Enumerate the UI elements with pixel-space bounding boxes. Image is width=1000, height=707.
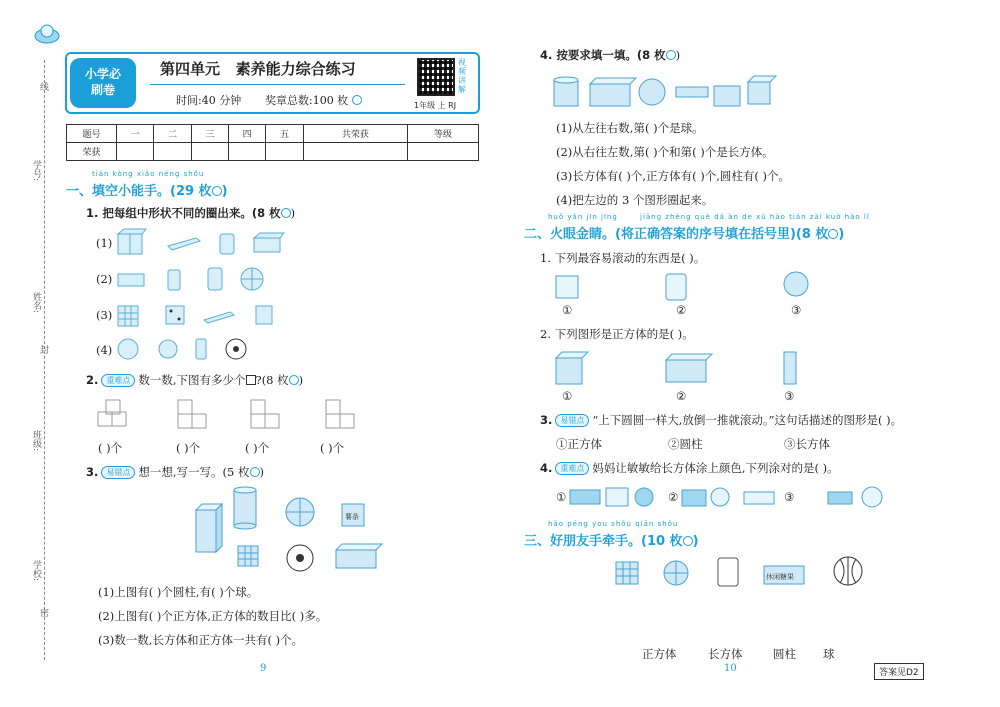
sphere-icon [639, 79, 665, 105]
cube-icon [556, 276, 578, 298]
q1-row3-shapes [116, 300, 286, 330]
q1-label: 1. 把每组中形状不同的圈出来。(8 枚 [86, 206, 281, 220]
medal-icon [289, 375, 299, 385]
sec2-pinyin-a: huǒ yǎn jīn jīng [548, 213, 618, 221]
sec1-pinyin: tián kòng xiǎo néng shǒu [92, 170, 205, 178]
p1-shapes [552, 270, 812, 302]
p4-text [540, 460, 839, 476]
q3-line: (3)数一数,长方体和正方体一共有( )个。 [98, 633, 304, 647]
q2-cube-stacks [96, 396, 366, 432]
q2-badge: 重难点 [101, 374, 135, 387]
p4-shapes [568, 482, 888, 512]
p4-badge: 重难点 [555, 462, 589, 475]
score-header: 共荣获 [303, 125, 407, 143]
medal-info [265, 92, 362, 108]
score-cell[interactable] [266, 143, 303, 161]
p4-num: 4. [540, 461, 553, 475]
q2-text: 2. 重难点 数一数,下图有多少个 ?(8 枚 ) [86, 373, 304, 387]
option-2[interactable]: ② [676, 303, 687, 317]
tall-box-icon [196, 504, 222, 552]
p3-option[interactable]: ③长方体 [784, 437, 830, 451]
q2-blank[interactable]: ( )个 [320, 441, 345, 455]
q2-num: 2. [86, 373, 99, 387]
mascot-icon [34, 22, 60, 44]
ball-icon [118, 339, 138, 359]
shape-name: 长方体 [708, 647, 743, 661]
option-2[interactable]: ② [668, 490, 679, 504]
chip-box-label: 薯条 [345, 513, 359, 521]
sec2-pinyin-b: jiāng zhèng què dá àn de xù hào tián zài kuò hào lǐ [640, 213, 870, 221]
basketball-icon [664, 561, 688, 585]
score-cell[interactable] [408, 143, 479, 161]
cylinder-icon [554, 77, 578, 106]
jar-icon [666, 274, 686, 300]
shape-name: 球 [823, 647, 835, 661]
page-number-right: 10 [724, 663, 737, 674]
score-row [67, 143, 479, 161]
can-icon [220, 234, 234, 254]
p3-option[interactable]: ①正方体 [556, 437, 602, 451]
disc-icon [676, 87, 708, 97]
q3-text: 3. 易错点 想一想,写一写。(5 枚 ) [86, 465, 264, 479]
sec2-title-text: 二、火眼金睛。(将正确答案的序号填在括号里)(8 枚 [524, 227, 829, 242]
cube-icon [748, 76, 776, 104]
title-divider [150, 84, 405, 85]
p2-shapes [552, 350, 812, 386]
score-header: 题号 [67, 125, 117, 143]
option-1[interactable]: ① [556, 490, 567, 504]
q1-row2-shapes [116, 264, 286, 294]
box-icon [590, 78, 636, 106]
rubiks-cube-icon [238, 546, 258, 566]
tall-box-icon [784, 352, 796, 384]
sec3-title-text: 三、好朋友手牵手。(10 枚 [524, 534, 683, 549]
q2-tail: ?(8 枚 [255, 373, 289, 387]
q1-row-label: (1) [96, 236, 113, 250]
shape-name: 正方体 [642, 647, 677, 661]
jar-icon [208, 268, 222, 290]
q2-body: 数一数,下图有多少个 [138, 373, 246, 387]
name-label: 姓名: [31, 292, 41, 314]
score-cell[interactable] [191, 143, 228, 161]
box-icon [714, 86, 740, 106]
p3-text [540, 412, 902, 428]
q3-num: 3. [86, 465, 99, 479]
sec3-shapes [612, 552, 872, 588]
page-title: 第四单元 素养能力综合练习 [160, 60, 356, 78]
rubiks-cube-icon [118, 306, 138, 326]
q3-body: 想一想,写一写。(5 枚 [138, 465, 250, 479]
score-cell[interactable] [228, 143, 265, 161]
ball-icon [784, 272, 808, 296]
shape-name: 圆柱 [773, 647, 796, 661]
q4-shapes [552, 72, 782, 112]
q4-text: 4. 按要求填一填。(8 枚 ) [540, 48, 681, 62]
q3-line: (2)上图有( )个正方体,正方体的数目比( )多。 [98, 609, 328, 623]
q2-blank[interactable]: ( )个 [98, 441, 123, 455]
stick-box-icon [204, 312, 234, 323]
binding-line [44, 60, 45, 660]
score-header: 二 [154, 125, 191, 143]
option-3[interactable]: ③ [784, 490, 795, 504]
sec2-title: 二、火眼金睛。(将正确答案的序号填在括号里)(8 枚 ) [524, 227, 845, 242]
p3-badge: 易错点 [555, 414, 589, 427]
score-cell[interactable] [303, 143, 407, 161]
q1-row-label: (4) [96, 343, 113, 357]
medal-icon [683, 536, 693, 546]
score-row-label: 荣获 [67, 143, 117, 161]
sec1-title: 一、填空小能手。(29 枚 ) [66, 184, 228, 199]
cube-icon [246, 375, 256, 385]
cylinder-icon [196, 339, 206, 359]
q1-row4-shapes [116, 336, 286, 364]
binding-line-label: 线 [38, 82, 48, 91]
q4-line: (1)从左往右数,第( )个是球。 [556, 121, 704, 135]
option-1[interactable]: ① [562, 389, 573, 403]
p3-option[interactable]: ②圆柱 [668, 437, 703, 451]
score-header: 等级 [408, 125, 479, 143]
soccer-ball-icon [226, 339, 246, 359]
q4-label: 4. 按要求填一填。(8 枚 [540, 48, 666, 62]
gift-box-icon [118, 229, 146, 254]
grade-label: 1年级 上 RJ [414, 101, 457, 110]
basketball-icon [241, 268, 263, 290]
medal-icon [212, 186, 222, 196]
q3-line: (1)上图有( )个圆柱,有( )个球。 [98, 585, 259, 599]
time-info: 时间:40 分钟 [176, 94, 242, 107]
sec1-title-text: 一、填空小能手。(29 枚 [66, 184, 212, 199]
score-header: 一 [117, 125, 154, 143]
q4-line: (2)从右往左数,第( )个和第( )个是长方体。 [556, 145, 774, 159]
option-3[interactable]: ③ [784, 389, 795, 403]
q4-line: (3)长方体有( )个,正方体有( )个,圆柱有( )个。 [556, 169, 790, 183]
soccer-ball-icon [287, 545, 313, 571]
flat-box-icon [336, 544, 382, 568]
short-box-icon [118, 274, 144, 286]
sec3-pinyin: hǎo péng you shǒu qiān shǒu [548, 520, 679, 528]
option-2[interactable]: ② [676, 389, 687, 403]
p3-body: “上下圆圆一样大,放倒一推就滚动。”这句话描述的图形是( )。 [592, 413, 903, 427]
p4-body: 妈妈让敏敏给长方体涂上颜色,下列涂对的是( )。 [592, 461, 839, 475]
q4-line: (4)把左边的 3 个图形圈起来。 [556, 193, 714, 207]
q1-row-label: (3) [96, 308, 113, 322]
medal-icon [250, 467, 260, 477]
option-1[interactable]: ① [562, 303, 573, 317]
student-no-label: 学号: [31, 160, 41, 182]
q2-blank[interactable]: ( )个 [176, 441, 201, 455]
p2-text: 2. 下列图形是正方体的是( )。 [540, 327, 694, 341]
p3-num: 3. [540, 413, 553, 427]
class-label: 班级: [31, 430, 41, 452]
sphere-icon [159, 340, 177, 358]
basketball-icon [286, 498, 314, 526]
score-header: 三 [191, 125, 228, 143]
q1-text: 1. 把每组中形状不同的圈出来。(8 枚 ) [86, 206, 296, 220]
medal-info-text: 奖章总数:100 枚 [265, 94, 349, 107]
q1-row1-shapes [116, 228, 286, 258]
medal-icon [828, 229, 838, 239]
cylinder-icon [168, 270, 180, 290]
q1-row-label: (2) [96, 272, 113, 286]
score-table [66, 124, 479, 161]
medal-icon [281, 208, 291, 218]
seal2-label: 密 [38, 608, 48, 617]
qr-code-icon[interactable] [417, 58, 455, 96]
option-3[interactable]: ③ [791, 303, 802, 317]
dice-icon [166, 306, 184, 324]
score-header: 四 [228, 125, 265, 143]
watermelon-icon [834, 557, 862, 585]
candy-box-label: 休闲糖果 [766, 573, 794, 581]
page-number-left: 9 [260, 663, 267, 674]
q3-badge: 易错点 [101, 466, 135, 479]
q2-blank[interactable]: ( )个 [245, 441, 270, 455]
video-label: 视频讲解 [458, 58, 466, 94]
sec3-title: 三、好朋友手牵手。(10 枚 ) [524, 534, 699, 549]
medal-icon [666, 50, 676, 60]
answer-ref: 答案见D2 [874, 663, 924, 680]
long-box-icon [168, 238, 200, 250]
box-icon [666, 354, 712, 382]
q3-shapes [192, 486, 392, 574]
cube-icon [556, 352, 588, 384]
seal-label: 封 [38, 345, 48, 354]
flat-box-icon [254, 233, 284, 252]
p1-text: 1. 下列最容易滚动的东西是( )。 [540, 251, 706, 265]
score-header-row [67, 125, 479, 143]
medal-icon [352, 95, 362, 105]
milk-box-icon [256, 306, 272, 324]
score-cell[interactable] [117, 143, 154, 161]
school-label: 学校: [31, 560, 41, 582]
score-cell[interactable] [154, 143, 191, 161]
score-header: 五 [266, 125, 303, 143]
tall-cylinder-icon [234, 487, 256, 529]
jar-icon [718, 558, 738, 586]
logo: 小学必刷卷 [70, 58, 136, 108]
rubiks-cube-icon [616, 562, 638, 584]
